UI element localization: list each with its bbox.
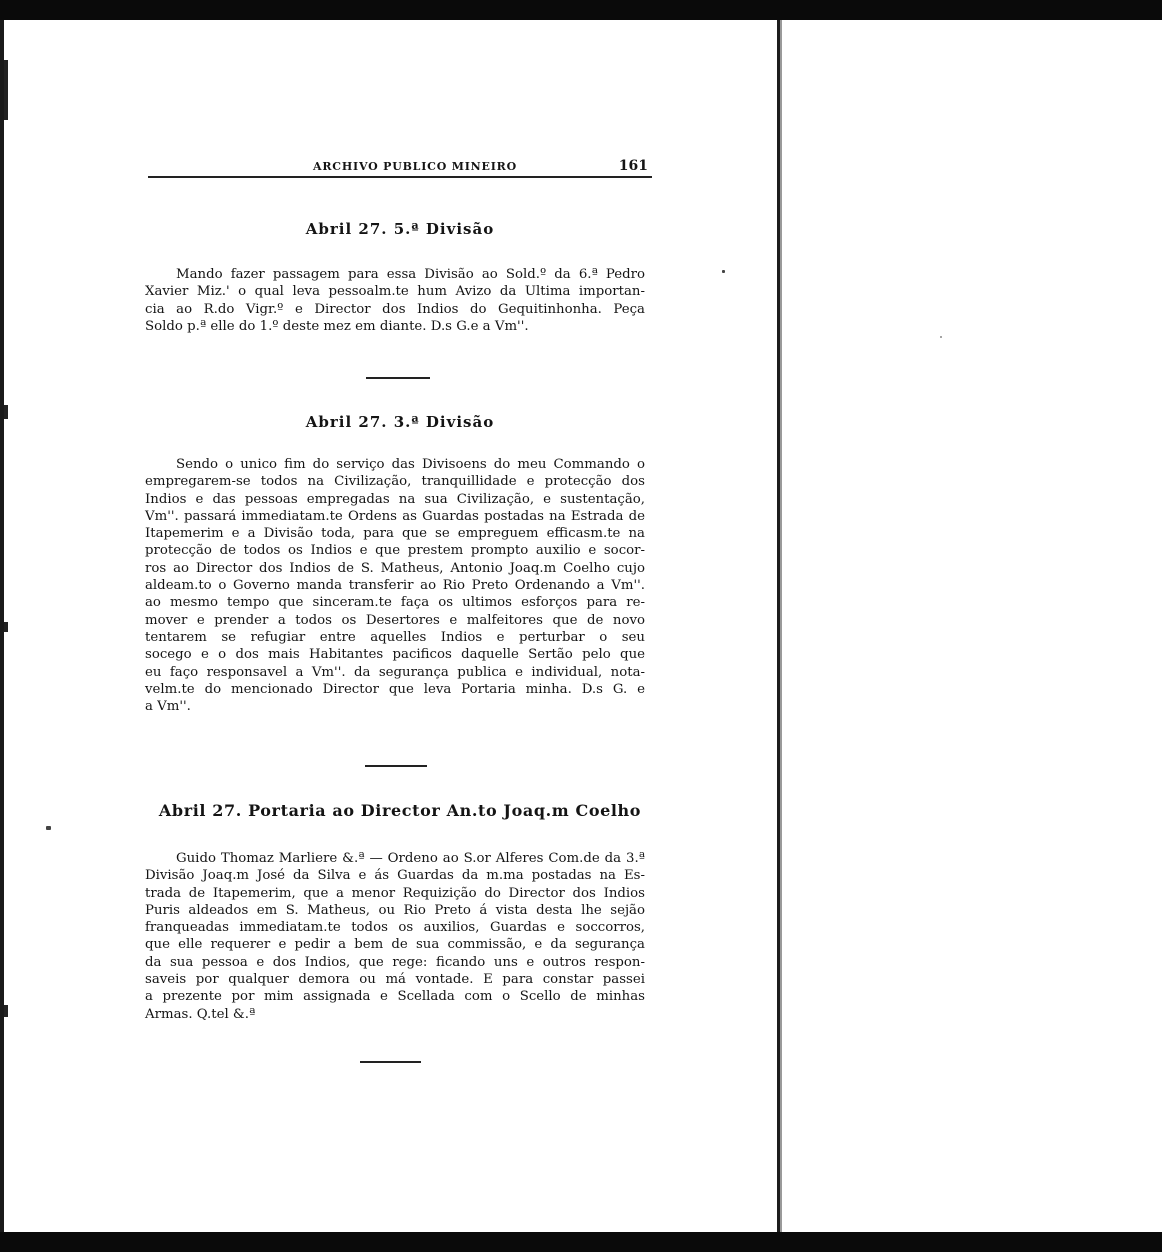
- section-body-3a-divisao: [145, 456, 645, 715]
- text-line: Puris aldeados em S. Matheus, ou Rio Preto á vista desta lhe sejão: [145, 902, 645, 918]
- text-line: mover e prender a todos os Desertores e malfeitores que de novo: [145, 612, 645, 628]
- text-line: socego e o dos mais Habitantes pacificos daquelle Sertão pelo que: [145, 647, 645, 663]
- section-title-3a-divisao: Abril 27. 3.ª Divisão: [305, 413, 495, 431]
- section-divider: [365, 765, 427, 767]
- text-line: tentarem se refugiar entre aquelles Indios e perturbar o seu: [145, 629, 645, 645]
- scan-bottom-border: [0, 1232, 1162, 1252]
- text-line: Guido Thomaz Marliere &.ª — Ordeno ao S.or Alferes Com.de da 3.ª: [176, 851, 645, 866]
- section-divider: [366, 377, 430, 379]
- edge-mark: [4, 622, 8, 632]
- text-line: a prezente por mim assignada e Scellada com o Scello de minhas: [145, 989, 645, 1005]
- running-head-title: ARCHIVO PUBLICO MINEIRO: [313, 160, 517, 173]
- text-line: velm.te do mencionado Director que leva Portaria minha. D.s G. e: [145, 681, 645, 697]
- scan-top-border: [0, 0, 1162, 20]
- text-line: Vm''. passará immediatam.te Ordens as Guardas postadas na Estrada de: [145, 508, 645, 524]
- section-body-5a-divisao: [145, 266, 645, 335]
- text-line: Indios e das pessoas empregadas na sua Civilização, e sustentação,: [145, 491, 645, 507]
- section-title-portaria: Abril 27. Portaria ao Director An.to Joaq.m Coelho: [158, 801, 642, 820]
- text-line: Itapemerim e a Divisão toda, para que se empreguem efficasm.te na: [145, 526, 645, 542]
- text-line: eu faço responsavel a Vm''. da segurança publica e individual, nota-: [145, 664, 645, 680]
- text-line: protecção de todos os Indios e que prestem prompto auxilio e socor-: [145, 543, 645, 559]
- text-line: trada de Itapemerim, que a menor Requizição do Director dos Indios: [145, 885, 645, 901]
- dust-speck: [722, 270, 725, 273]
- text-line: Xavier Miz.' o qual leva pessoalm.te hum Avizo da Ultima importan-: [145, 284, 645, 300]
- section-body-portaria: [145, 850, 645, 1023]
- text-line: franqueadas immediatam.te todos os auxilios, Guardas e soccorros,: [145, 920, 645, 936]
- text-line: Sendo o unico fim do serviço das Divisoens do meu Commando o: [176, 457, 645, 472]
- text-line: Armas. Q.tel &.ª: [145, 1006, 256, 1022]
- edge-mark: [4, 405, 8, 419]
- text-line: Divisão Joaq.m José da Silva e ás Guardas da m.ma postadas na Es-: [145, 868, 645, 884]
- text-line: Mando fazer passagem para essa Divisão ao Sold.º da 6.ª Pedro: [176, 267, 645, 282]
- page-number: 161: [618, 158, 648, 174]
- text-line: empregarem-se todos na Civilização, tranquillidade e protecção dos: [145, 474, 645, 490]
- text-line: ao mesmo tempo que sinceram.te faça os ultimos esforços para re-: [145, 595, 645, 611]
- text-line: a Vm''.: [145, 699, 191, 715]
- text-line: saveis por qualquer demora ou má vontade. E para constar passei: [145, 972, 645, 988]
- running-head: [148, 156, 652, 178]
- text-line: que elle requerer e pedir a bem de sua commissão, e da segurança: [145, 937, 645, 953]
- right-page: [782, 20, 1162, 1232]
- text-line: cia ao R.do Vigr.º e Director dos Indios do Gequitinhonha. Peça: [145, 301, 645, 317]
- dust-speck: [46, 826, 51, 830]
- edge-mark: [4, 1005, 8, 1017]
- spine-shadow: [780, 20, 782, 1232]
- text-line: da sua pessoa e dos Indios, que rege: ficando uns e outros respon-: [145, 954, 645, 970]
- dust-speck: [940, 336, 942, 338]
- section-title-5a-divisao: Abril 27. 5.ª Divisão: [305, 220, 495, 238]
- text-line: aldeam.to o Governo manda transferir ao Rio Preto Ordenando a Vm''.: [145, 578, 645, 594]
- edge-mark: [4, 60, 8, 120]
- text-line: ros ao Director dos Indios de S. Matheus, Antonio Joaq.m Coelho cujo: [145, 560, 645, 576]
- text-line: Soldo p.ª elle do 1.º deste mez em diante. D.s G.e a Vm''.: [145, 318, 529, 334]
- section-divider: [360, 1061, 421, 1063]
